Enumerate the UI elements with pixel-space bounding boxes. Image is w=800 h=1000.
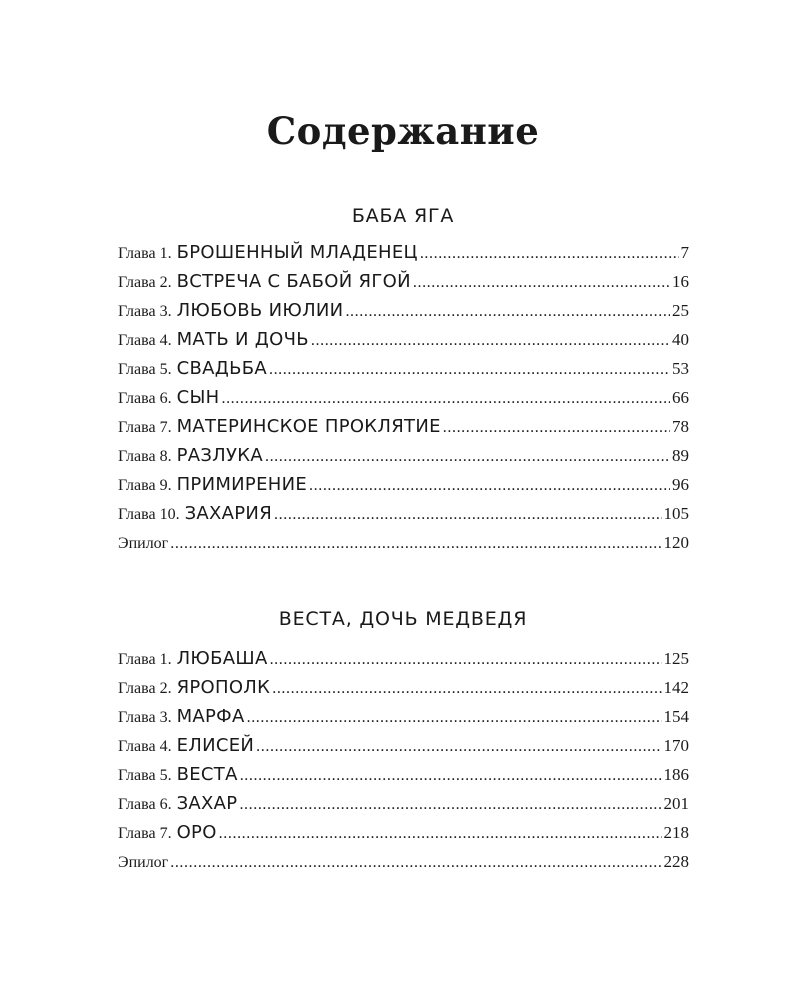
toc-entry[interactable] bbox=[118, 383, 689, 412]
toc-entry[interactable] bbox=[118, 325, 689, 354]
chapter-number: Глава 1. bbox=[118, 651, 172, 668]
dot-leader bbox=[270, 645, 662, 674]
page-number: 16 bbox=[672, 272, 689, 291]
toc-entry[interactable] bbox=[118, 818, 689, 847]
page-number: 201 bbox=[663, 794, 689, 813]
chapter-number: Глава 7. bbox=[118, 419, 172, 436]
page-number: 105 bbox=[663, 504, 689, 523]
chapter-number: Глава 10. bbox=[118, 506, 180, 523]
chapter-number: Глава 5. bbox=[118, 361, 172, 378]
dot-leader bbox=[272, 674, 661, 703]
chapter-number: Глава 2. bbox=[118, 274, 172, 291]
chapter-number: Эпилог bbox=[118, 854, 169, 871]
chapter-title: ЗАХАРИЯ bbox=[184, 503, 273, 524]
chapter-title: МАТЕРИНСКОЕ ПРОКЛЯТИЕ bbox=[176, 416, 441, 437]
toc-entry[interactable] bbox=[118, 644, 689, 673]
toc-entry[interactable] bbox=[118, 760, 689, 789]
toc-entry[interactable] bbox=[118, 731, 689, 760]
toc-entry[interactable] bbox=[118, 354, 689, 383]
dot-leader bbox=[170, 529, 661, 558]
chapter-number: Глава 6. bbox=[118, 796, 172, 813]
dot-leader bbox=[413, 268, 670, 297]
toc-entry[interactable] bbox=[118, 702, 689, 731]
toc-entry[interactable] bbox=[118, 847, 689, 876]
chapter-number: Глава 5. bbox=[118, 767, 172, 784]
page-number: 120 bbox=[663, 533, 689, 552]
page-number: 89 bbox=[672, 446, 689, 465]
dot-leader bbox=[345, 297, 670, 326]
page-number: 7 bbox=[680, 243, 689, 262]
page-number: 186 bbox=[663, 765, 689, 784]
chapter-title: ПРИМИРЕНИЕ bbox=[176, 474, 308, 495]
chapter-title: ВСТРЕЧА С БАБОЙ ЯГОЙ bbox=[176, 271, 411, 292]
page-number: 53 bbox=[672, 359, 689, 378]
chapter-title: ЯРОПОЛК bbox=[176, 677, 271, 698]
page-number: 78 bbox=[672, 417, 689, 436]
chapter-number: Глава 3. bbox=[118, 709, 172, 726]
page-number: 40 bbox=[672, 330, 689, 349]
chapter-title: РАЗЛУКА bbox=[176, 445, 263, 466]
dot-leader bbox=[311, 326, 670, 355]
chapter-number: Глава 6. bbox=[118, 390, 172, 407]
chapter-title: ЗАХАР bbox=[176, 793, 238, 814]
toc-entry[interactable] bbox=[118, 441, 689, 470]
page-number: 154 bbox=[663, 707, 689, 726]
chapter-number: Глава 2. bbox=[118, 680, 172, 697]
dot-leader bbox=[309, 471, 670, 500]
dot-leader bbox=[170, 848, 661, 877]
toc-list-baba-yaga bbox=[118, 238, 689, 557]
page-title: Содержание bbox=[266, 109, 540, 153]
dot-leader bbox=[219, 819, 662, 848]
chapter-title: МАТЬ И ДОЧЬ bbox=[176, 329, 309, 350]
page-number: 142 bbox=[663, 678, 689, 697]
toc-entry[interactable] bbox=[118, 499, 689, 528]
toc-entry[interactable] bbox=[118, 412, 689, 441]
page-number: 66 bbox=[672, 388, 689, 407]
dot-leader bbox=[256, 732, 661, 761]
toc-entry[interactable] bbox=[118, 528, 689, 557]
dot-leader bbox=[420, 239, 679, 268]
page-number: 218 bbox=[663, 823, 689, 842]
toc-entry[interactable] bbox=[118, 296, 689, 325]
dot-leader bbox=[274, 500, 661, 529]
page-number: 25 bbox=[672, 301, 689, 320]
dot-leader bbox=[247, 703, 662, 732]
chapter-number: Глава 4. bbox=[118, 332, 172, 349]
toc-list-vesta bbox=[118, 644, 689, 876]
dot-leader bbox=[269, 355, 670, 384]
page-number: 170 bbox=[663, 736, 689, 755]
chapter-number: Глава 3. bbox=[118, 303, 172, 320]
chapter-number: Глава 4. bbox=[118, 738, 172, 755]
chapter-title: СВАДЬБА bbox=[176, 358, 267, 379]
dot-leader bbox=[265, 442, 670, 471]
dot-leader bbox=[221, 384, 670, 413]
toc-entry[interactable] bbox=[118, 470, 689, 499]
chapter-number: Глава 1. bbox=[118, 245, 172, 262]
chapter-number: Глава 7. bbox=[118, 825, 172, 842]
chapter-title: ОРО bbox=[176, 822, 217, 843]
chapter-title: ЛЮБОВЬ ИЮЛИИ bbox=[176, 300, 344, 321]
chapter-title: ВЕСТА bbox=[176, 764, 238, 785]
chapter-number: Эпилог bbox=[118, 535, 169, 552]
page-number: 125 bbox=[663, 649, 689, 668]
page-number: 96 bbox=[672, 475, 689, 494]
toc-entry[interactable] bbox=[118, 673, 689, 702]
chapter-number: Глава 8. bbox=[118, 448, 172, 465]
section-heading-baba-yaga: БАБА ЯГА bbox=[351, 205, 455, 227]
toc-entry[interactable] bbox=[118, 238, 689, 267]
dot-leader bbox=[239, 790, 661, 819]
toc-entry[interactable] bbox=[118, 789, 689, 818]
chapter-title: СЫН bbox=[176, 387, 220, 408]
toc-entry[interactable] bbox=[118, 267, 689, 296]
chapter-title: МАРФА bbox=[176, 706, 245, 727]
dot-leader bbox=[443, 413, 670, 442]
dot-leader bbox=[240, 761, 662, 790]
section-heading-vesta: ВЕСТА, ДОЧЬ МЕДВЕДЯ bbox=[278, 608, 528, 630]
chapter-number: Глава 9. bbox=[118, 477, 172, 494]
chapter-title: ЛЮБАША bbox=[176, 648, 268, 669]
page-number: 228 bbox=[663, 852, 689, 871]
chapter-title: БРОШЕННЫЙ МЛАДЕНЕЦ bbox=[176, 242, 418, 263]
chapter-title: ЕЛИСЕЙ bbox=[176, 735, 255, 756]
